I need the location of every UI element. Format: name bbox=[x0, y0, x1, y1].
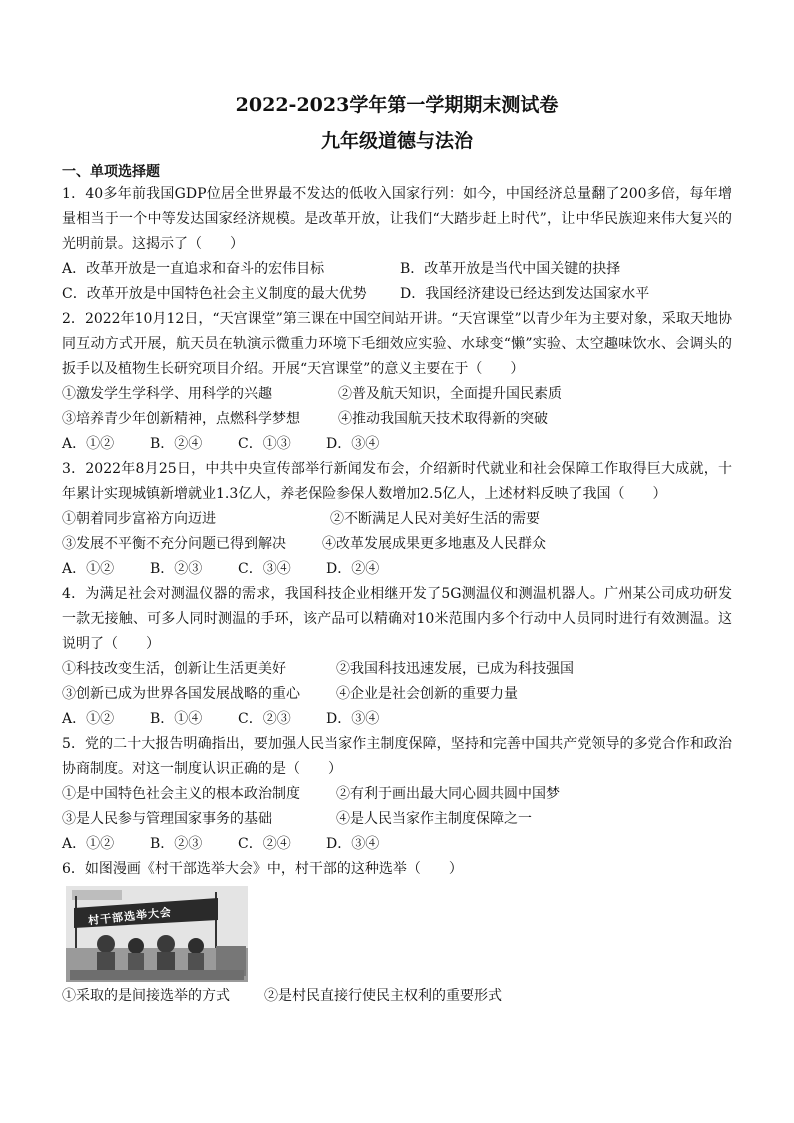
q3-statement-1: ①朝着同步富裕方向迈进 bbox=[62, 511, 216, 527]
q2-statement-3: ③培养青少年创新精神，点燃科学梦想 bbox=[62, 411, 300, 427]
q2-statements-row-2 bbox=[62, 407, 732, 432]
q4-statements-row-2 bbox=[62, 682, 732, 707]
q4-option-b: B．①④ bbox=[150, 711, 203, 727]
q4-options bbox=[62, 707, 732, 732]
q4-statement-2: ②我国科技迅速发展，已成为科技强国 bbox=[336, 661, 574, 677]
q5-option-c: C．②④ bbox=[238, 836, 291, 852]
q4-statements-row-1 bbox=[62, 657, 732, 682]
q5-statement-4: ④是人民当家作主制度保障之一 bbox=[336, 811, 532, 827]
question-1-options-row-2 bbox=[62, 282, 732, 307]
q4-option-d: D．③④ bbox=[326, 711, 380, 727]
q6-statement-1: ①采取的是间接选举的方式 bbox=[62, 988, 230, 1004]
question-3-stem: 3．2022年8月25日，中共中央宣传部举行新闻发布会，介绍新时代就业和社会保障工作取得巨大成就，十年累计实现城镇新增就业1.3亿人，养老保险参保人数增加2.5亿人，上述材料反映了我国（ ） bbox=[62, 461, 732, 502]
q3-options bbox=[62, 557, 732, 582]
question-1-options-row-1 bbox=[62, 257, 732, 282]
q5-option-d: D．③④ bbox=[326, 836, 380, 852]
q1-option-b: B．改革开放是当代中国关键的抉择 bbox=[400, 261, 621, 277]
q2-statement-2: ②普及航天知识，全面提升国民素质 bbox=[338, 386, 562, 402]
q5-statement-1: ①是中国特色社会主义的根本政治制度 bbox=[62, 786, 300, 802]
q5-statement-3: ③是人民参与管理国家事务的基础 bbox=[62, 811, 272, 827]
cartoon-illustration bbox=[66, 886, 248, 982]
q6-statements-row-1 bbox=[62, 984, 732, 1009]
section-heading: 一、单项选择题 bbox=[62, 164, 160, 180]
q4-statement-3: ③创新已成为世界各国发展战略的重心 bbox=[62, 686, 300, 702]
q3-statement-3: ③发展不平衡不充分问题已得到解决 bbox=[62, 536, 286, 552]
q4-statement-4: ④企业是社会创新的重要力量 bbox=[336, 686, 518, 702]
q5-statement-2: ②有利于画出最大同心圆共圆中国梦 bbox=[336, 786, 560, 802]
exam-page bbox=[62, 92, 732, 1009]
q4-option-c: C．②③ bbox=[238, 711, 291, 727]
q2-option-b: B．②④ bbox=[150, 436, 203, 452]
q3-statement-4: ④改革发展成果更多地惠及人民群众 bbox=[322, 536, 546, 552]
q5-statements-row-1 bbox=[62, 782, 732, 807]
q3-option-a: A．①② bbox=[62, 561, 115, 577]
q5-options bbox=[62, 832, 732, 857]
q2-options bbox=[62, 432, 732, 457]
q2-option-a: A．①② bbox=[62, 436, 115, 452]
q2-option-d: D．③④ bbox=[326, 436, 380, 452]
cartoon-banner-text: 村干部选举大会 bbox=[87, 905, 173, 928]
q2-statement-1: ①激发学生学科学、用科学的兴趣 bbox=[62, 386, 272, 402]
q3-option-c: C．③④ bbox=[238, 561, 291, 577]
q2-option-c: C．①③ bbox=[238, 436, 291, 452]
q3-statements-row-1 bbox=[62, 507, 732, 532]
question-5-stem: 5．党的二十大报告明确指出，要加强人民当家作主制度保障，坚持和完善中国共产党领导的多党合作和政治协商制度。对这一制度认识正确的是（ ） bbox=[62, 736, 732, 777]
q6-statement-2: ②是村民直接行使民主权利的重要形式 bbox=[264, 988, 502, 1004]
q1-option-a: A．改革开放是一直追求和奋斗的宏伟目标 bbox=[62, 261, 325, 277]
q3-statement-2: ②不断满足人民对美好生活的需要 bbox=[330, 511, 540, 527]
q5-statements-row-2 bbox=[62, 807, 732, 832]
question-2-stem: 2．2022年10月12日，“天宫课堂”第三课在中国空间站开讲。“天宫课堂”以青少年为主要对象，采取天地协同互动方式开展，航天员在轨演示微重力环境下毛细效应实验、水球变“懒”实验、太空趣味饮水、会调头的扳手以及植物生长研究项目介绍。开展“天宫课堂”的意义主要在于（ ） bbox=[62, 311, 732, 377]
q3-option-b: B．②③ bbox=[150, 561, 203, 577]
q4-option-a: A．①② bbox=[62, 711, 115, 727]
q5-option-b: B．②③ bbox=[150, 836, 203, 852]
page-subtitle: 九年级道德与法治 bbox=[320, 130, 473, 152]
q2-statements-row-1 bbox=[62, 382, 732, 407]
q4-statement-1: ①科技改变生活，创新让生活更美好 bbox=[62, 661, 286, 677]
page-title: 2022-2023学年第一学期期末测试卷 bbox=[235, 94, 559, 116]
q3-statements-row-2 bbox=[62, 532, 732, 557]
question-4-stem: 4．为满足社会对测温仪器的需求，我国科技企业相继开发了5G测温仪和测温机器人。广州某公司成功研发一款无接触、可多人同时测温的手环，该产品可以精确对10米范围内多个行动中人员同时进行有效测温。这说明了（ ） bbox=[62, 586, 732, 652]
question-6-stem: 6．如图漫画《村干部选举大会》中，村干部的这种选举（ ） bbox=[62, 861, 463, 877]
q1-option-c: C．改革开放是中国特色社会主义制度的最大优势 bbox=[62, 286, 367, 302]
q5-option-a: A．①② bbox=[62, 836, 115, 852]
q2-statement-4: ④推动我国航天技术取得新的突破 bbox=[338, 411, 548, 427]
q3-option-d: D．②④ bbox=[326, 561, 380, 577]
q1-option-d: D．我国经济建设已经达到发达国家水平 bbox=[400, 286, 650, 302]
question-1-stem: 1．40多年前我国GDP位居全世界最不发达的低收入国家行列：如今，中国经济总量翻了200多倍，每年增量相当于一个中等发达国家经济规模。是改革开放，让我们“大踏步赶上时代”，让中华民族迎来伟大复兴的光明前景。这揭示了（ ） bbox=[62, 186, 732, 252]
cartoon-village-election bbox=[66, 886, 248, 982]
